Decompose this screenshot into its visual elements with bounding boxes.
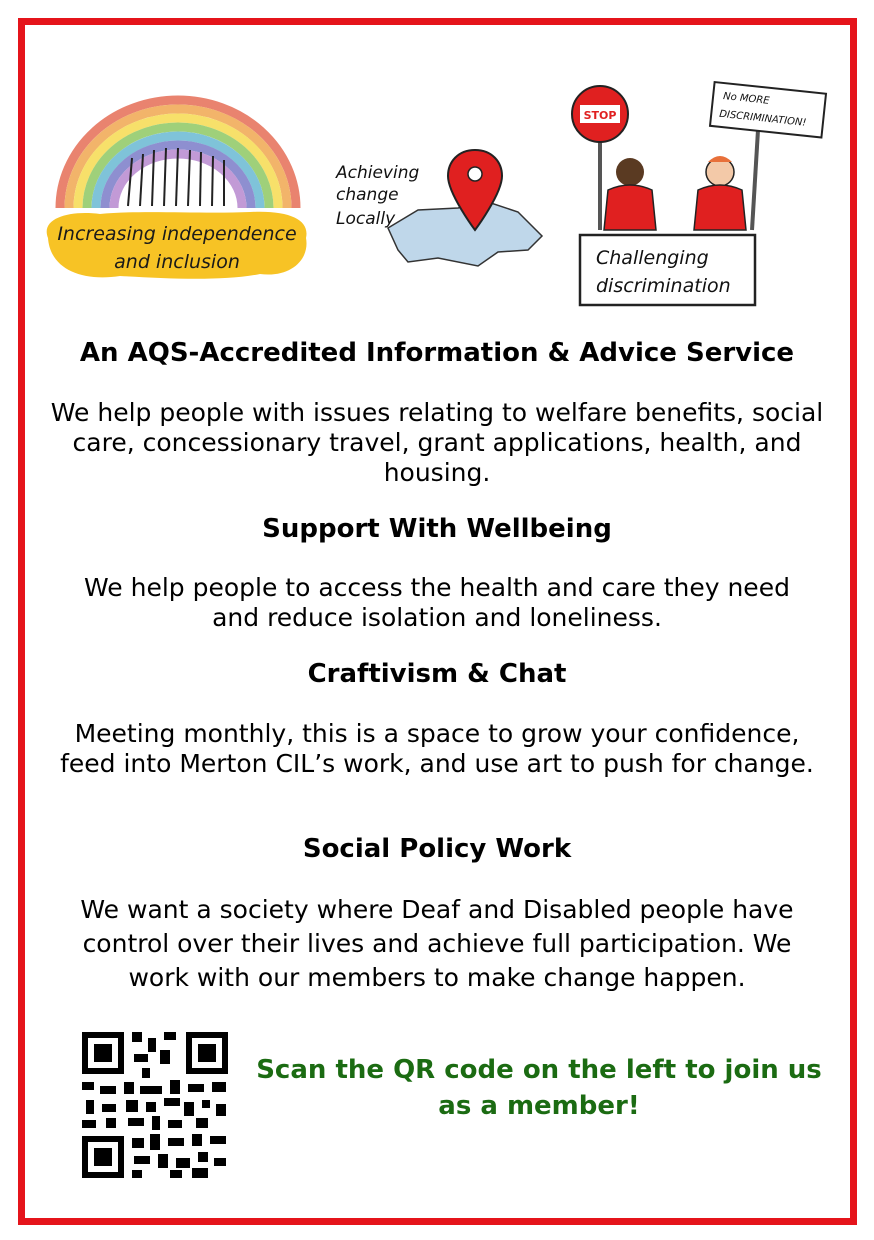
map-label-line1: Achieving — [336, 163, 420, 183]
map-label-line2: change — [336, 185, 399, 205]
placard-line1: No MORE — [722, 91, 771, 107]
cta-line2: as a member! — [438, 1091, 640, 1121]
discrimination-label-line2: discrimination — [596, 275, 731, 297]
section-heading-social-policy: Social Policy Work — [302, 834, 572, 864]
section-heading-wellbeing: Support With Wellbeing — [262, 514, 612, 544]
qr-code[interactable] — [80, 1030, 230, 1180]
section-body-social-policy: We want a society where Deaf and Disabled people have control over their lives and achieve full participation. We work with our members to make change happen. — [80, 895, 794, 992]
map-illustration — [328, 140, 553, 275]
cta-text — [250, 1052, 828, 1124]
stop-sign-text: STOP — [583, 109, 617, 122]
rainbow-label-line1: Increasing independence — [57, 223, 297, 245]
map-label-line3: Locally — [336, 209, 396, 229]
section-body-wellbeing: We help people to access the health and care they need and reduce isolation and loneliness. — [84, 573, 790, 632]
discrimination-illustration — [560, 80, 835, 310]
stop-sign-icon — [572, 86, 628, 142]
placard-line2: DISCRIMINATION! — [718, 108, 807, 129]
section-body-advice: We help people with issues relating to welfare benefits, social care, concessionary travel, grant applications, health, and housing. — [50, 398, 824, 487]
rainbow-illustration — [40, 88, 315, 288]
section-heading-advice: An AQS-Accredited Information & Advice Service — [79, 338, 795, 368]
cta-line1: Scan the QR code on the left to join us — [256, 1055, 822, 1085]
discrimination-label-line1: Challenging — [596, 247, 709, 269]
section-body-craftivism: Meeting monthly, this is a space to grow your confidence, feed into Merton CIL’s work, and use art to push for change. — [60, 719, 814, 778]
section-heading-craftivism: Craftivism & Chat — [307, 659, 567, 689]
rainbow-label-line2: and inclusion — [114, 251, 240, 273]
